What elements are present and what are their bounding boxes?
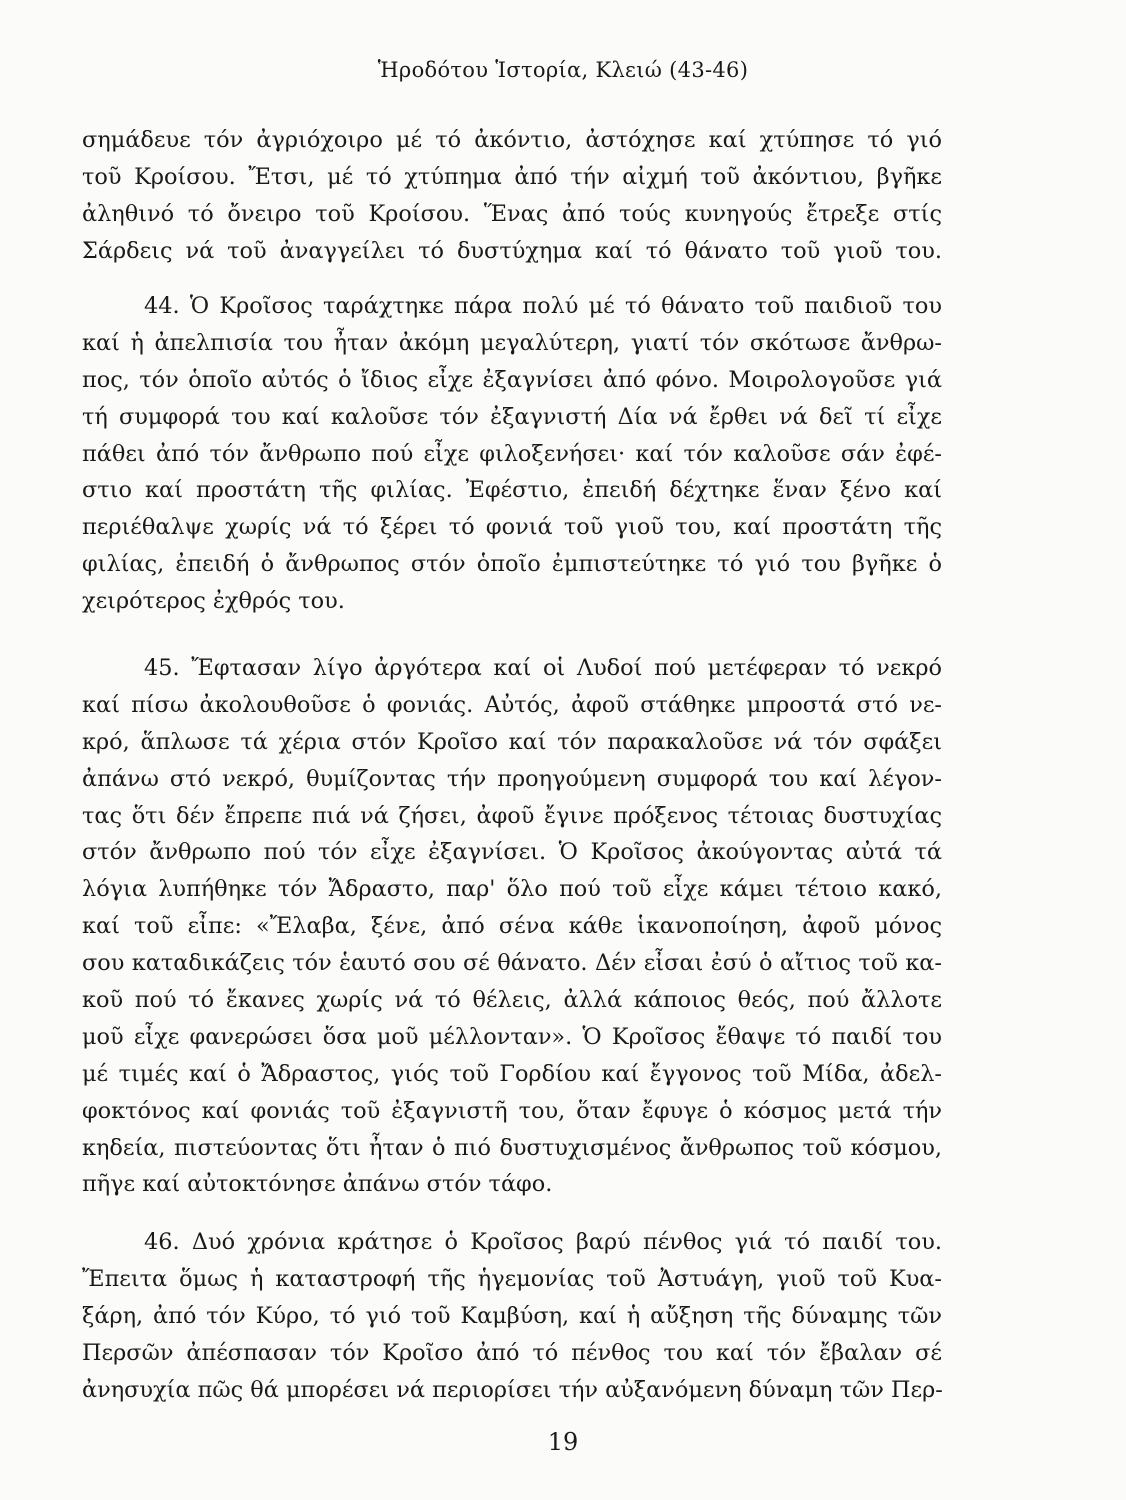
text-line: τή συμφορά του καί καλοῦσε τόν ἐξαγνιστή Δία νά ἔρθει νά δεῖ τί εἶχε — [82, 403, 942, 430]
text-line: φοκτόνος καί φονιάς τοῦ ἐξαγνιστῆ του, ὅταν ἔφυγε ὁ κόσμος μετά τήν — [82, 1097, 942, 1124]
section-44 — [82, 288, 942, 620]
page-number: 19 — [547, 1428, 579, 1456]
text-line: καί πίσω ἀκολουθοῦσε ὁ φονιάς. Αὐτός, ἀφοῦ στάθηκε μπροστά στό νε- — [82, 691, 942, 718]
text-line: λόγια λυπήθηκε τόν Ἄδραστο, παρ' ὅλο πού τοῦ εἶχε κάμει τέτοιο κακό, — [82, 876, 942, 903]
text-line: Σάρδεις νά τοῦ ἀναγγείλει τό δυστύχημα καί τό θάνατο τοῦ γιοῦ του. — [82, 237, 942, 264]
text-line: στόν ἄνθρωπο πού τόν εἶχε ἐξαγνίσει. Ὁ Κροῖσος ἀκούγοντας αὐτά τά — [82, 839, 942, 866]
text-line: στιο καί προστάτη τῆς φιλίας. Ἐφέστιο, ἐπειδή δέχτηκε ἕναν ξένο καί — [82, 477, 942, 504]
text-line: τοῦ Κροίσου. Ἔτσι, μέ τό χτύπημα ἀπό τήν αἰχμή τοῦ ἀκόντιου, βγῆκε — [82, 163, 942, 190]
text-line: ἀνησυχία πῶς θά μπορέσει νά περιορίσει τήν αὐξανόμενη δύναμη τῶν Περ- — [82, 1376, 943, 1403]
text-line: πάθει ἀπό τόν ἄνθρωπο πού εἶχε φιλοξενήσει· καί τόν καλοῦσε σάν ἐφέ- — [82, 440, 942, 467]
text-line: μοῦ εἶχε φανερώσει ὅσα μοῦ μέλλονταν». Ὁ Κροῖσος ἔθαψε τό παιδί του — [82, 1023, 942, 1050]
text-line: καί ἡ ἀπελπισία του ἦταν ἀκόμη μεγαλύτερη, γιατί τόν σκότωσε ἄνθρω- — [82, 329, 942, 356]
text-line: χειρότερος ἐχθρός του. — [82, 588, 345, 615]
text-line: 45. Ἔφτασαν λίγο ἀργότερα καί οἱ Λυδοί πού μετέφεραν τό νεκρό — [144, 655, 942, 681]
text-line: ἀπάνω στό νεκρό, θυμίζοντας τήν προηγούμενη συμφορά του καί λέγον- — [82, 765, 942, 792]
text-line: 46. Δυό χρόνια κράτησε ὁ Κροῖσος βαρύ πένθος γιά τό παιδί του. — [144, 1229, 942, 1255]
text-line: πος, τόν ὁποῖο αὐτός ὁ ἴδιος εἶχε ἐξαγνίσει ἀπό φόνο. Μοιρολογοῦσε γιά — [82, 366, 942, 393]
text-line: κρό, ἅπλωσε τά χέρια στόν Κροῖσο καί τόν παρακαλοῦσε νά τόν σφάξει — [82, 728, 942, 755]
section-45 — [82, 650, 942, 1203]
text-line: ἀληθινό τό ὄνειρο τοῦ Κροίσου. Ἕνας ἀπό τούς κυνηγούς ἔτρεξε στίς — [82, 200, 942, 227]
text-line: ξάρη, ἀπό τόν Κύρο, τό γιό τοῦ Καμβύση, καί ἡ αὔξηση τῆς δύναμης τῶν — [82, 1302, 942, 1329]
text-line: καί τοῦ εἶπε: «Ἔλαβα, ξένε, ἀπό σένα κάθε ἱκανοποίηση, ἀφοῦ μόνος — [82, 913, 942, 940]
text-line: κοῦ πού τό ἔκανες χωρίς νά τό θέλεις, ἀλλά κάποιος θεός, πού ἄλλοτε — [82, 987, 942, 1014]
running-header: Ἡροδότου Ἱστορία, Κλειώ (43-46) — [377, 58, 749, 82]
text-line: σου καταδικάζεις τόν ἑαυτό σου σέ θάνατο. Δέν εἶσαι ἐσύ ὁ αἴτιος τοῦ κα- — [82, 950, 942, 977]
text-line: 44. Ὁ Κροῖσος ταράχτηκε πάρα πολύ μέ τό θάνατο τοῦ παιδιοῦ του — [144, 293, 942, 319]
text-line: μέ τιμές καί ὁ Ἄδραστος, γιός τοῦ Γορδίου καί ἔγγονος τοῦ Μίδα, ἀδελ- — [82, 1060, 942, 1087]
text-line: Περσῶν ἀπέσπασαν τόν Κροῖσο ἀπό τό πένθος του καί τόν ἔβαλαν σέ — [82, 1339, 942, 1366]
text-line: φιλίας, ἐπειδή ὁ ἄνθρωπος στόν ὁποῖο ἐμπιστεύτηκε τό γιό του βγῆκε ὁ — [82, 551, 942, 578]
text-line: κηδεία, πιστεύοντας ὅτι ἦταν ὁ πιό δυστυχισμένος ἄνθρωπος τοῦ κόσμου, — [82, 1134, 942, 1161]
paragraph-continuation — [82, 122, 942, 270]
text-line: τας ὅτι δέν ἔπρεπε πιά νά ζήσει, ἀφοῦ ἔγινε πρόξενος τέτοιας δυστυχίας — [82, 802, 942, 829]
text-line: περιέθαλψε χωρίς νά τό ξέρει τό φονιά τοῦ γιοῦ του, καί προστάτη τῆς — [82, 514, 942, 541]
text-line: πῆγε καί αὐτοκτόνησε ἀπάνω στόν τάφο. — [82, 1171, 553, 1198]
section-46 — [82, 1224, 942, 1408]
text-line: σημάδευε τόν ἀγριόχοιρο μέ τό ἀκόντιο, ἀστόχησε καί χτύπησε τό γιό — [82, 127, 942, 153]
text-line: Ἔπειτα ὅμως ἡ καταστροφή τῆς ἡγεμονίας τοῦ Ἀστυάγη, γιοῦ τοῦ Κυα- — [82, 1265, 942, 1292]
